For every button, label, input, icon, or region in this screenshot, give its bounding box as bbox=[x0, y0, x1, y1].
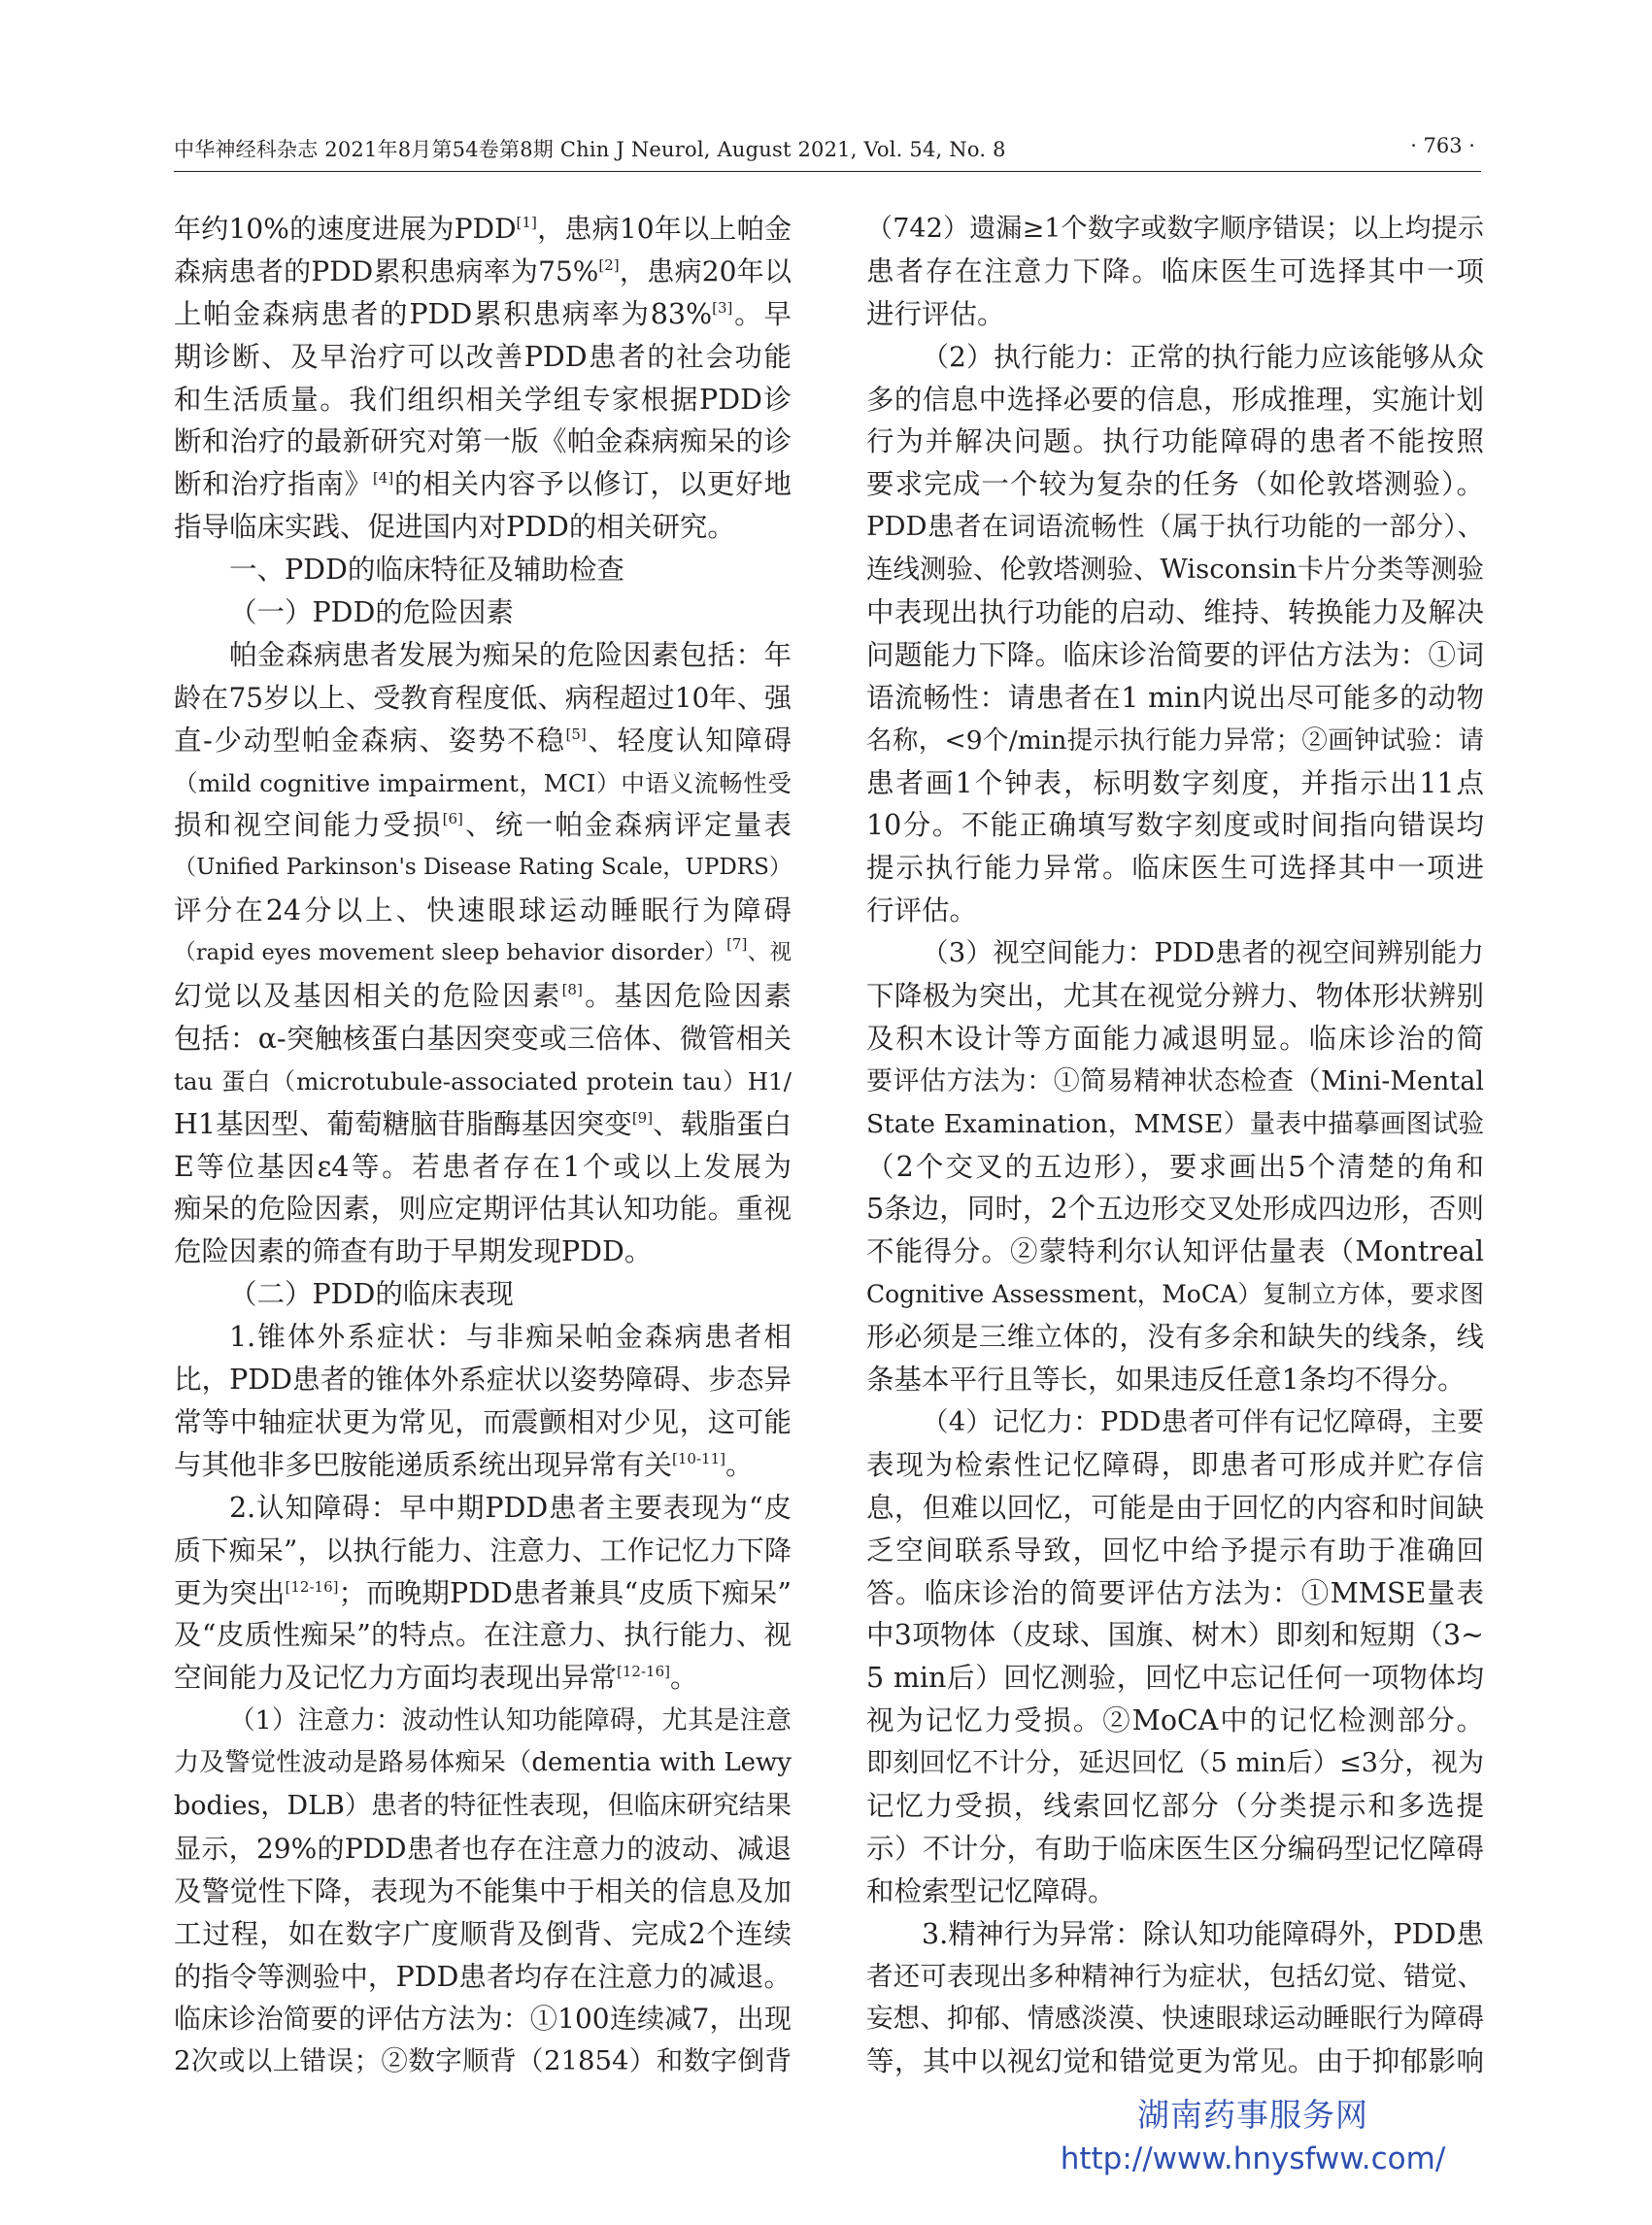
text-line: 常等中轴症状更为常见，而震颤相对少见，这可能 bbox=[174, 1405, 792, 1438]
text-line: （mild cognitive impairment，MCI）中语义流畅性受 bbox=[174, 768, 792, 797]
text-line: （二）PDD的临床表现 bbox=[229, 1278, 514, 1311]
text-line: （3）视空间能力：PDD患者的视空间辨别能力 bbox=[922, 937, 1484, 969]
text-line: 更为突出[12-16]；而晚期PDD患者兼具“皮质下痴呆” bbox=[174, 1576, 792, 1609]
text-line: 年约10%的速度进展为PDD[1]，患病10年以上帕金 bbox=[174, 213, 792, 245]
text-line: 临床诊治简要的评估方法为：①100连续减7，出现 bbox=[174, 2003, 792, 2036]
text-line: 空间能力及记忆力方面均表现出异常[12-16]。 bbox=[174, 1662, 698, 1695]
page-number: · 763 · bbox=[1410, 134, 1475, 157]
text-line: 及积木设计等方面能力减退明显。临床诊治的简 bbox=[866, 1022, 1484, 1055]
text-line: 记忆力受损，线索回忆部分（分类提示和多选提 bbox=[866, 1789, 1484, 1822]
text-line: 与其他非多巴胺能递质系统出现异常有关[10-11]。 bbox=[174, 1448, 754, 1481]
text-line: 森病患者的PDD累积患病率为75%[2]，患病20年以 bbox=[174, 254, 792, 287]
watermark-url[interactable]: http://www.hnysfww.com/ bbox=[1060, 2141, 1446, 2176]
text-line: 行评估。 bbox=[866, 894, 978, 927]
text-line: 一、PDD的临床特征及辅助检查 bbox=[229, 554, 624, 587]
text-line: 断和治疗的最新研究对第一版《帕金森病痴呆的诊 bbox=[174, 425, 792, 458]
text-line: 答。临床诊治的简要评估方法为：①MMSE量表 bbox=[866, 1576, 1484, 1609]
citation-superscript: [2] bbox=[598, 255, 620, 274]
text-line: 表现为检索性记忆障碍，即患者可形成并贮存信 bbox=[866, 1448, 1484, 1481]
text-line: 等，其中以视幻觉和错觉更为常见。由于抑郁影响 bbox=[866, 2045, 1484, 2078]
text-line: 视为记忆力受损。②MoCA中的记忆检测部分。 bbox=[866, 1704, 1484, 1737]
text-line: 上帕金森病患者的PDD累积患病率为83%[3]。早 bbox=[174, 297, 792, 330]
text-line: 示）不计分，有助于临床医生区分编码型记忆障碍 bbox=[866, 1832, 1484, 1865]
citation-superscript: [8] bbox=[561, 981, 583, 999]
text-line: 提示执行能力异常。临床医生可选择其中一项进 bbox=[866, 852, 1484, 885]
left-column bbox=[174, 208, 792, 2083]
text-line: 要评估方法为：①简易精神状态检查（Mini-Mental bbox=[866, 1065, 1484, 1096]
text-line: 期诊断、及早治疗可以改善PDD患者的社会功能 bbox=[174, 340, 792, 373]
citation-superscript: [10-11] bbox=[672, 1449, 725, 1467]
text-line: 危险因素的筛查有助于早期发现PDD。 bbox=[174, 1235, 653, 1268]
citation-superscript: [9] bbox=[631, 1108, 654, 1127]
text-line: （rapid eyes movement sleep behavior disorder）[7]、视 bbox=[174, 935, 792, 966]
citation-superscript: [3] bbox=[712, 298, 733, 317]
citation-superscript: [6] bbox=[442, 810, 463, 828]
text-line: 条基本平行且等长，如果违反任意1条均不得分。 bbox=[866, 1364, 1466, 1397]
watermark bbox=[1049, 2093, 1457, 2180]
text-line: PDD患者在词语流畅性（属于执行功能的一部分）、 bbox=[866, 511, 1484, 543]
citation-superscript: [1] bbox=[516, 214, 537, 231]
text-line: 龄在75岁以上、受教育程度低、病程超过10年、强 bbox=[174, 681, 792, 714]
text-line: bodies，DLB）患者的特征性表现，但临床研究结果 bbox=[174, 1790, 792, 1821]
text-line: 评分在24分以上、快速眼球运动睡眠行为障碍 bbox=[174, 894, 792, 927]
text-line: 直-少动型帕金森病、姿势不稳[5]、轻度认知障碍 bbox=[174, 724, 792, 757]
text-line: 痴呆的危险因素，则应定期评估其认知功能。重视 bbox=[174, 1193, 792, 1226]
text-line: E等位基因ε4等。若患者存在1个或以上发展为 bbox=[174, 1150, 792, 1183]
text-line: （1）注意力：波动性认知功能障碍，尤其是注意 bbox=[229, 1705, 792, 1736]
text-line: 行为并解决问题。执行功能障碍的患者不能按照 bbox=[866, 425, 1484, 458]
text-line: 者还可表现出多种精神行为症状，包括幻觉、错觉、 bbox=[866, 1960, 1484, 1992]
text-line: 语流畅性：请患者在1 min内说出尽可能多的动物 bbox=[866, 681, 1484, 714]
text-line: 5 min后）回忆测验，回忆中忘记任何一项物体均 bbox=[866, 1662, 1484, 1695]
text-line: 3.精神行为异常：除认知功能障碍外，PDD患 bbox=[922, 1917, 1484, 1950]
text-line: 中表现出执行功能的启动、维持、转换能力及解决 bbox=[866, 596, 1484, 629]
text-line: 2.认知障碍：早中期PDD患者主要表现为“皮 bbox=[229, 1491, 792, 1524]
citation-superscript: [7] bbox=[726, 935, 748, 954]
running-header bbox=[174, 130, 1481, 169]
text-line: 包括：α-突触核蛋白基因突变或三倍体、微管相关 bbox=[174, 1022, 792, 1055]
text-line: 力及警觉性波动是路易体痴呆（dementia with Lewy bbox=[174, 1748, 792, 1778]
text-line: 和生活质量。我们组织相关学组专家根据PDD诊 bbox=[174, 383, 792, 416]
text-line: 比，PDD患者的锥体外系症状以姿势障碍、步态异 bbox=[174, 1364, 792, 1397]
header-rule bbox=[174, 171, 1481, 172]
text-line: 10分。不能正确填写数字刻度或时间指向错误均 bbox=[866, 809, 1484, 842]
text-line: 1.锥体外系症状：与非痴呆帕金森病患者相 bbox=[229, 1321, 792, 1354]
text-line: tau 蛋白（microtubule-associated protein tau）H1/ bbox=[174, 1066, 792, 1096]
text-line: 工过程，如在数字广度顺背及倒背、完成2个连续 bbox=[174, 1917, 792, 1950]
text-line: 2次或以上错误；②数字顺背（21854）和数字倒背 bbox=[174, 2045, 792, 2077]
text-line: 指导临床实践、促进国内对PDD的相关研究。 bbox=[174, 511, 735, 544]
text-line: 要求完成一个较为复杂的任务（如伦敦塔测验）。 bbox=[866, 468, 1484, 501]
text-line: 患者存在注意力下降。临床医生可选择其中一项 bbox=[866, 254, 1484, 287]
text-line: 幻觉以及基因相关的危险因素[8]。基因危险因素 bbox=[174, 980, 792, 1013]
text-line: 息，但难以回忆，可能是由于回忆的内容和时间缺 bbox=[866, 1491, 1484, 1524]
text-line: 乏空间联系导致，回忆中给予提示有助于准确回 bbox=[866, 1534, 1484, 1567]
right-column bbox=[866, 208, 1484, 2083]
text-line: 帕金森病患者发展为痴呆的危险因素包括：年 bbox=[229, 638, 792, 671]
text-line: （2）执行能力：正常的执行能力应该能够从众 bbox=[922, 340, 1484, 373]
text-line: 下降极为突出，尤其在视觉分辨力、物体形状辨别 bbox=[866, 980, 1484, 1013]
text-line: 断和治疗指南》[4]的相关内容予以修订，以更好地 bbox=[174, 468, 792, 501]
citation-superscript: [4] bbox=[372, 469, 394, 488]
text-line: 显示，29%的PDD患者也存在注意力的波动、减退 bbox=[174, 1832, 792, 1865]
text-line: 的指令等测验中，PDD患者均存在注意力的减退。 bbox=[174, 1960, 792, 1993]
text-line: 5条边，同时，2个五边形交叉处形成四边形，否则 bbox=[866, 1193, 1484, 1226]
text-line: 连线测验、伦敦塔测验、Wisconsin卡片分类等测验 bbox=[866, 554, 1484, 586]
citation-superscript: [12-16] bbox=[617, 1663, 670, 1681]
citation-superscript: [12-16] bbox=[285, 1577, 339, 1596]
citation-superscript: [5] bbox=[565, 725, 587, 743]
text-line: 患者画1个钟表，标明数字刻度，并指示出11点 bbox=[866, 766, 1484, 799]
text-line: （4）记忆力：PDD患者可伴有记忆障碍，主要 bbox=[922, 1405, 1484, 1437]
text-line: （一）PDD的危险因素 bbox=[229, 596, 514, 629]
text-line: 损和视空间能力受损[6]、统一帕金森病评定量表 bbox=[174, 809, 792, 842]
text-line: （742）遗漏≥1个数字或数字顺序错误；以上均提示 bbox=[866, 214, 1484, 244]
journal-citation: 中华神经科杂志 2021年8月第54卷第8期 Chin J Neurol, August 2021, Vol. 54, No. 8 bbox=[174, 138, 1006, 161]
text-line: 名称，<9个/min提示执行能力异常；②画钟试验：请 bbox=[866, 725, 1484, 756]
text-line: 及警觉性下降，表现为不能集中于相关的信息及加 bbox=[174, 1874, 792, 1907]
text-line: 形必须是三维立体的，没有多余和缺失的线条，线 bbox=[866, 1321, 1484, 1354]
text-line: （2个交叉的五边形），要求画出5个清楚的角和 bbox=[866, 1150, 1484, 1183]
text-line: 和检索型记忆障碍。 bbox=[866, 1874, 1116, 1907]
text-line: 多的信息中选择必要的信息，形成推理，实施计划 bbox=[866, 383, 1484, 416]
text-line: Cognitive Assessment，MoCA）复制立方体，要求图 bbox=[866, 1280, 1484, 1309]
text-line: 妄想、抑郁、情感淡漠、快速眼球运动睡眠行为障碍 bbox=[866, 2003, 1484, 2035]
text-line: 中3项物体（皮球、国旗、树木）即刻和短期（3~ bbox=[866, 1619, 1484, 1652]
watermark-site-name: 湖南药事服务网 bbox=[1137, 2096, 1368, 2134]
text-line: State Examination，MMSE）量表中描摹画图试验 bbox=[866, 1108, 1484, 1139]
text-line: 即刻回忆不计分，延迟回忆（5 min后）≤3分，视为 bbox=[866, 1748, 1484, 1779]
text-line: 问题能力下降。临床诊治简要的评估方法为：①词 bbox=[866, 638, 1484, 671]
text-line: H1基因型、葡萄糖脑苷脂酶基因突变[9]、载脂蛋白 bbox=[174, 1107, 792, 1140]
text-line: 不能得分。②蒙特利尔认知评估量表（Montreal bbox=[866, 1235, 1484, 1268]
text-line: （Unified Parkinson's Disease Rating Scale，UPDRS） bbox=[174, 855, 792, 881]
text-line: 及“皮质性痴呆”的特点。在注意力、执行能力、视 bbox=[174, 1619, 792, 1652]
text-line: 进行评估。 bbox=[866, 297, 1005, 330]
text-line: 质下痴呆”，以执行能力、注意力、工作记忆力下降 bbox=[174, 1534, 792, 1567]
